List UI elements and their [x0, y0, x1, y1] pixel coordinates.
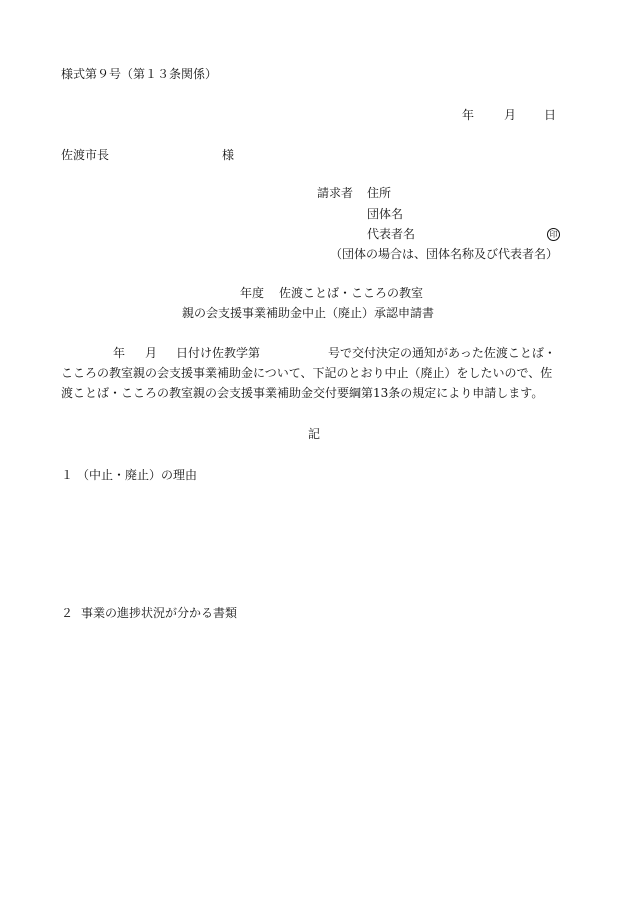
body-text-a: 日付け佐教学第 [176, 346, 261, 360]
applicant-label: 請求者 [317, 186, 354, 200]
item-2-number: ２ [61, 606, 74, 620]
body-line2: こころの教室親の会支援事業補助金について、下記のとおり中止（廃止）をしたいので、佐 [61, 366, 553, 380]
date-day: 日 [544, 108, 557, 122]
org-name-label: 団体名 [367, 207, 404, 221]
title-year: 年度 [240, 286, 265, 300]
body-year: 年 [113, 346, 126, 360]
applicant-note: （団体の場合は、団体名称及び代表者名） [330, 247, 559, 261]
addressee-name: 佐渡市長 [61, 148, 110, 162]
item-1-number: １ [61, 468, 74, 482]
body-line3: 渡ことば・こころの教室親の会支援事業補助金交付要綱第13条の規定により申請します。 [61, 386, 544, 400]
ki-heading: 記 [308, 427, 321, 441]
title-line1: 佐渡ことば・こころの教室 [279, 286, 424, 300]
title-line2: 親の会支援事業補助金中止（廃止）承認申請書 [182, 306, 435, 320]
address-label: 住所 [367, 186, 392, 200]
date-year: 年 [462, 108, 475, 122]
item-2-label: 事業の進捗状況が分かる書類 [81, 606, 238, 620]
item-1-label: （中止・廃止）の理由 [77, 468, 198, 482]
body-text-b: 号で交付決定の通知があった佐渡ことば・ [328, 346, 556, 360]
form-number: 様式第９号（第１３条関係） [61, 67, 218, 81]
date-month: 月 [504, 108, 517, 122]
addressee-honorific: 様 [222, 148, 235, 162]
representative-label: 代表者名 [367, 227, 416, 241]
seal-mark: 印 [547, 228, 560, 241]
body-month: 月 [145, 346, 158, 360]
